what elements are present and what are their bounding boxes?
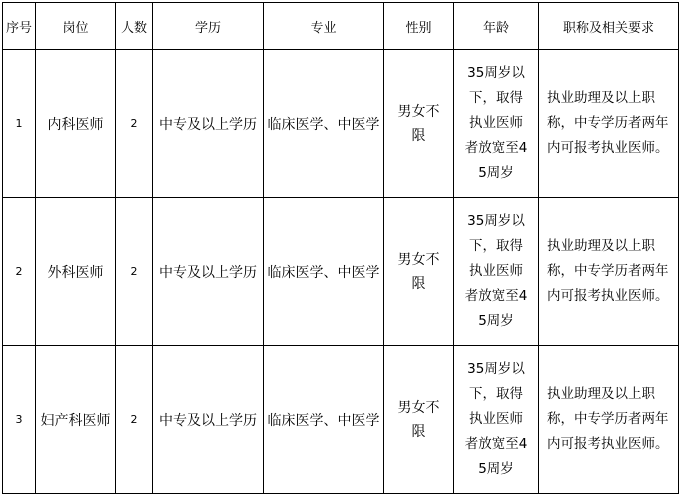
cell-requirements	[539, 346, 679, 494]
cell-gender	[384, 50, 454, 198]
header-age: 年龄	[454, 3, 539, 50]
header-major: 专业	[264, 3, 384, 50]
recruitment-table	[2, 2, 679, 494]
cell-requirements-text: 执业助理及以上职称，中专学历者两年内可报考执业医师。	[547, 238, 669, 304]
header-gender: 性别	[384, 3, 454, 50]
cell-requirements	[539, 198, 679, 346]
cell-education: 中专及以上学历	[153, 50, 264, 198]
cell-post: 外科医师	[36, 198, 116, 346]
cell-requirements	[539, 50, 679, 198]
cell-count: 2	[116, 50, 153, 198]
cell-major: 临床医学、中医学	[264, 50, 384, 198]
header-education: 学历	[153, 3, 264, 50]
cell-seq: 2	[3, 198, 36, 346]
table-row	[3, 50, 679, 198]
cell-education: 中专及以上学历	[153, 346, 264, 494]
cell-requirements-text: 执业助理及以上职称，中专学历者两年内可报考执业医师。	[547, 90, 669, 156]
cell-count: 2	[116, 198, 153, 346]
cell-gender	[384, 346, 454, 494]
cell-education: 中专及以上学历	[153, 198, 264, 346]
cell-gender	[384, 198, 454, 346]
cell-count: 2	[116, 346, 153, 494]
cell-age	[454, 50, 539, 198]
cell-seq: 1	[3, 50, 36, 198]
table-header-row	[3, 3, 679, 50]
cell-post: 内科医师	[36, 50, 116, 198]
cell-major: 临床医学、中医学	[264, 198, 384, 346]
cell-requirements-text: 执业助理及以上职称，中专学历者两年内可报考执业医师。	[547, 386, 669, 452]
cell-age-text: 35周岁以下，取得执业医师者放宽至45周岁	[464, 361, 528, 477]
table-row	[3, 198, 679, 346]
table-row	[3, 346, 679, 494]
header-count: 人数	[116, 3, 153, 50]
cell-post: 妇产科医师	[36, 346, 116, 494]
cell-age	[454, 346, 539, 494]
cell-gender-text: 男女不限	[397, 251, 440, 292]
cell-gender-text: 男女不限	[397, 103, 440, 144]
cell-major: 临床医学、中医学	[264, 346, 384, 494]
cell-age	[454, 198, 539, 346]
header-seq: 序号	[3, 3, 36, 50]
cell-gender-text: 男女不限	[397, 399, 440, 440]
cell-seq: 3	[3, 346, 36, 494]
header-requirements: 职称及相关要求	[539, 3, 679, 50]
cell-age-text: 35周岁以下，取得执业医师者放宽至45周岁	[464, 65, 528, 181]
cell-age-text: 35周岁以下，取得执业医师者放宽至45周岁	[464, 213, 528, 329]
header-post: 岗位	[36, 3, 116, 50]
